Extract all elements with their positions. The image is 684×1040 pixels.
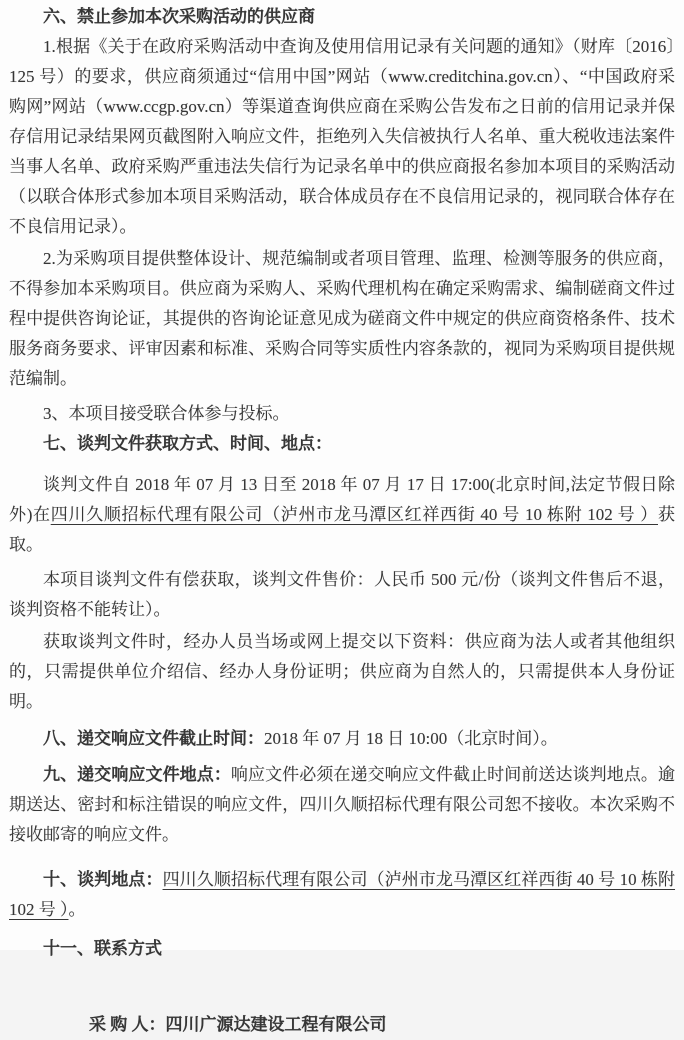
section-9-delivery-location [9, 760, 675, 850]
section-7-heading: 七、谈判文件获取方式、时间、地点： [43, 434, 332, 453]
obtain-period-text: 谈判文件自 2018 年 07 月 13 日至 2018 年 07 月 17 日 17:00(北京时间,法定节假日除外)在 [9, 475, 675, 524]
section-10-negotiation-location [9, 865, 675, 925]
section-6-paragraph-consortium: 3、本项目接受联合体参与投标。 [43, 404, 290, 423]
section-8-label: 八、递交响应文件截止时间： [43, 729, 264, 748]
section-6-paragraph-credit-check: 1.根据《关于在政府采购活动中查询及使用信用记录有关问题的通知》（财库〔2016〕125 号）的要求，供应商须通过“信用中国”网站（www.creditchina.gov.cn）、“中国政府采购网”网站（www.ccgp.gov.cn）等渠道查询供应商在采购公告发布之日前的信用记录并保存信用记录结果网页截图附入响应文件，拒绝列入失信被执行人名单、重大税收违法案件当事人名单、政府采购严重违法失信行为记录名单中的供应商报名参加本项目的采购活动（以联合体形式参加本项目采购活动，联合体成员存在不良信用记录的，视同联合体存在不良信用记录）。 [9, 37, 675, 236]
agency-address-underlined: 四川久顺招标代理有限公司（泸州市龙马潭区红祥西街 40 号 10 栋附 102 号 ） [50, 505, 658, 524]
buyer-contact-line [9, 1010, 675, 1040]
section-6-heading: 六、禁止参加本次采购活动的供应商 [43, 7, 315, 26]
section-9-label: 九、递交响应文件地点： [43, 765, 231, 784]
section-7-paragraph-price: 本项目谈判文件有偿获取，谈判文件售价：人民币 500 元/份（谈判文件售后不退，谈判资格不能转让）。 [9, 570, 675, 619]
buyer-label: 采 购 人： [89, 1015, 166, 1034]
section-7-paragraph-obtain-period [9, 470, 675, 560]
section-7-paragraph-materials: 获取谈判文件时，经办人员当场或网上提交以下资料：供应商为法人或者其他组织的，只需提供单位介绍信、经办人身份证明；供应商为自然人的，只需提供本人身份证明。 [9, 632, 675, 711]
section-8-text: 2018 年 07 月 18 日 10:00（北京时间）。 [264, 729, 558, 748]
negotiation-address-underlined: 四川久顺招标代理有限公司（泸州市龙马潭区红祥西街 40 号 10 栋附 102 号 ） [9, 870, 676, 919]
section-10-label: 十、谈判地点： [43, 870, 163, 889]
section-10-period: 。 [68, 900, 86, 919]
buyer-name: 四川广源达建设工程有限公司 [165, 1015, 387, 1034]
section-6-paragraph-design-services: 2.为采购项目提供整体设计、规范编制或者项目管理、监理、检测等服务的供应商，不得参加本采购项目。供应商为采购人、采购代理机构在确定采购需求、编制磋商文件过程中提供咨询论证，其提供的咨询论证意见成为磋商文件中规定的供应商资格条件、技术服务商务要求、评审因素和标准、采购合同等实质性内容条款的，视同为采购项目提供规范编制。 [9, 249, 675, 388]
section-8-deadline [9, 724, 675, 754]
section-9-text: 响应文件必须在递交响应文件截止时间前送达谈判地点。逾期送达、密封和标注错误的响应文件，四川久顺招标代理有限公司恕不接收。本次采购不接收邮寄的响应文件。 [9, 765, 676, 844]
obtain-suffix-text: 获取。 [9, 505, 675, 554]
section-11-heading: 十一、联系方式 [43, 939, 162, 958]
